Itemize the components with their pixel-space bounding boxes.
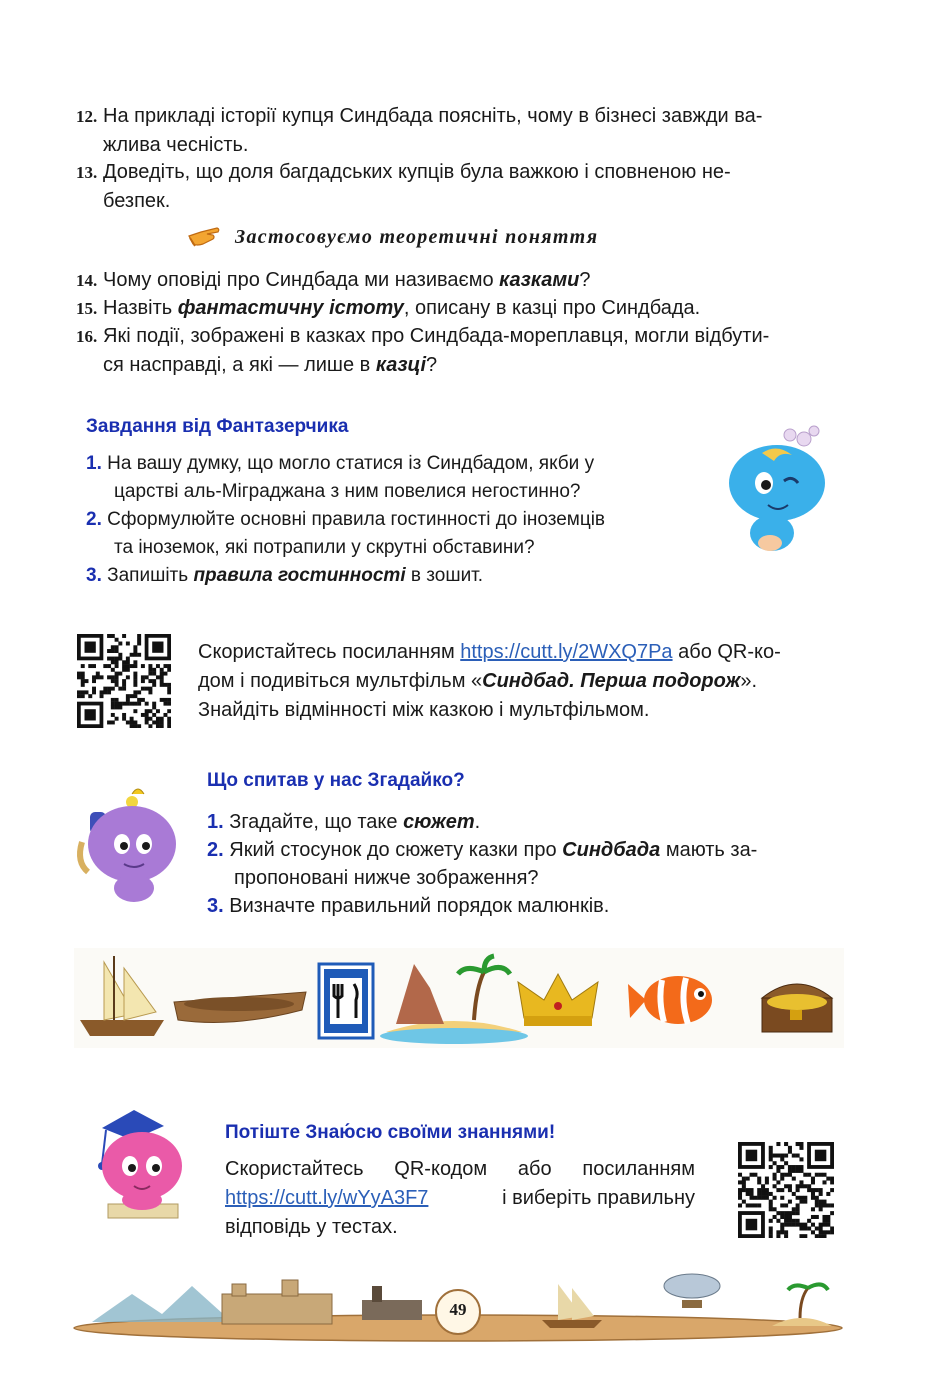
zgadaiko-task-1 <box>207 808 847 836</box>
task-number: 1. <box>207 811 224 833</box>
question-text: Чому оповіді про Синдбада ми називаємо <box>103 269 500 291</box>
question-12 <box>76 102 846 159</box>
question-number: 13. <box>76 163 98 182</box>
znaiusia-title: Потіште Знаю́сю своїми знаннями! <box>225 1122 556 1143</box>
task-text-end: мають за- <box>660 839 758 861</box>
restaurant-sign-icon <box>319 964 373 1038</box>
wooden-trough-icon <box>174 992 306 1022</box>
term-bold: сюжет <box>403 811 475 833</box>
task-text-cont: та іноземок, які потрапили у скрутні обставини? <box>114 537 535 558</box>
task-text-end: . <box>474 811 481 833</box>
cartoon-text-punct: ». <box>740 670 758 692</box>
mountains-icon <box>92 1286 232 1322</box>
question-text: Які події, зображені в казках про Синдбада-мореплавця, могли відбути- <box>103 325 770 347</box>
zgadaiko-character-icon <box>72 782 182 907</box>
qr-code-icon[interactable] <box>738 1142 834 1238</box>
question-number: 12. <box>76 107 98 126</box>
znaiusia-text-line-end: і виберіть правильну <box>502 1187 695 1209</box>
task-text: На вашу думку, що могло статися із Синдбадом, якби у <box>101 453 595 474</box>
question-text-cont: безпек. <box>103 190 171 212</box>
question-text: На прикладі історії купця Синдбада поясніть, чому в бізнесі завжди ва- <box>103 105 763 127</box>
question-text: Назвіть <box>103 297 178 319</box>
qr-code-icon[interactable] <box>77 634 171 728</box>
cartoon-text <box>198 638 848 725</box>
task-text-end: в зошит. <box>405 565 484 586</box>
znaiusia-text-line: Скористайтесь QR-кодом або посиланням <box>225 1158 695 1180</box>
question-text-end: , описану в казці про Синдбада. <box>403 297 701 319</box>
task-number: 2. <box>207 839 224 861</box>
task-text: Який стосунок до сюжету казки про <box>223 839 563 861</box>
task-text: Запишіть <box>101 565 194 586</box>
znaiusia-character-icon <box>72 1100 192 1230</box>
question-14 <box>76 266 846 295</box>
crown-icon <box>518 974 598 1026</box>
hand-pointer-icon <box>187 224 221 250</box>
znaiusia-link[interactable]: https://cutt.ly/wYyA3F7 <box>225 1187 429 1209</box>
task-text: Визначте правильний порядок малюнків. <box>223 895 610 917</box>
term-bold: Синдбада <box>562 839 661 861</box>
zgadaiko-task-2 <box>207 836 847 892</box>
znaiusia-text <box>225 1155 695 1242</box>
question-punct: ? <box>426 354 438 376</box>
footer-band <box>72 1270 844 1350</box>
palm-island-icon <box>772 1284 832 1326</box>
island-icon <box>380 956 528 1044</box>
fantazer-task-1 <box>86 450 706 506</box>
fantazer-character-icon <box>722 425 832 555</box>
sailing-ship-icon <box>542 1284 602 1328</box>
question-15 <box>76 294 846 323</box>
fantazer-task-3 <box>86 562 706 590</box>
term-bold: казками <box>499 269 580 291</box>
zgadaiko-title: Що спитав у нас Згадайко? <box>207 770 465 791</box>
term-bold: фантастичну істоту <box>177 297 404 319</box>
cartoon-text-line: дом і подивіться мультфільм « <box>198 670 483 692</box>
question-text-cont: жлива чесність. <box>103 134 249 156</box>
question-text-cont: ся насправді, а які — лише в <box>103 354 376 376</box>
task-number: 3. <box>207 895 224 917</box>
task-text: Згадайте, що таке <box>223 811 404 833</box>
question-punct: ? <box>579 269 591 291</box>
zgadaiko-task-3 <box>207 892 847 920</box>
term-bold: правила гостинності <box>193 565 406 586</box>
ship-icon <box>80 956 164 1036</box>
task-text-cont: пропоновані нижче зображення? <box>234 867 539 889</box>
section-heading <box>187 224 598 250</box>
cartoon-title: Синдбад. Перша подорож <box>482 670 741 692</box>
task-number: 2. <box>86 509 102 530</box>
question-13 <box>76 158 846 215</box>
cartoon-text-line: Скористайтесь посиланням <box>198 641 461 663</box>
picture-strip <box>74 948 844 1048</box>
znaiusia-text-line: відповідь у тестах. <box>225 1216 398 1238</box>
section-title: Застосовуємо теоретичні поняття <box>235 225 599 248</box>
question-number: 16. <box>76 327 98 346</box>
task-number: 3. <box>86 565 102 586</box>
fish-icon <box>628 976 712 1024</box>
fantazer-title: Завдання від Фантазерчика <box>86 416 349 437</box>
task-number: 1. <box>86 453 102 474</box>
fantazer-task-2 <box>86 506 706 562</box>
task-text: Сформулюйте основні правила гостинності до іноземців <box>101 509 606 530</box>
train-icon <box>362 1286 422 1320</box>
question-number: 15. <box>76 299 98 318</box>
task-text-cont: царстві аль-Міграджана з ним повелися негостинно? <box>114 481 581 502</box>
treasure-chest-icon <box>762 984 832 1032</box>
cartoon-link[interactable]: https://cutt.ly/2WXQ7Pa <box>460 641 673 663</box>
page-number: 49 <box>449 1300 467 1319</box>
airship-icon <box>664 1274 720 1308</box>
term-bold: казці <box>375 354 427 376</box>
cartoon-text-line-end: або QR-ко- <box>672 641 781 663</box>
question-number: 14. <box>76 271 98 290</box>
question-text: Доведіть, що доля багдадських купців була важкою і сповненою не- <box>103 161 731 183</box>
castle-icon <box>222 1280 332 1324</box>
cartoon-text-line: Знайдіть відмінності між казкою і мультфільмом. <box>198 699 650 721</box>
question-16 <box>76 322 846 379</box>
